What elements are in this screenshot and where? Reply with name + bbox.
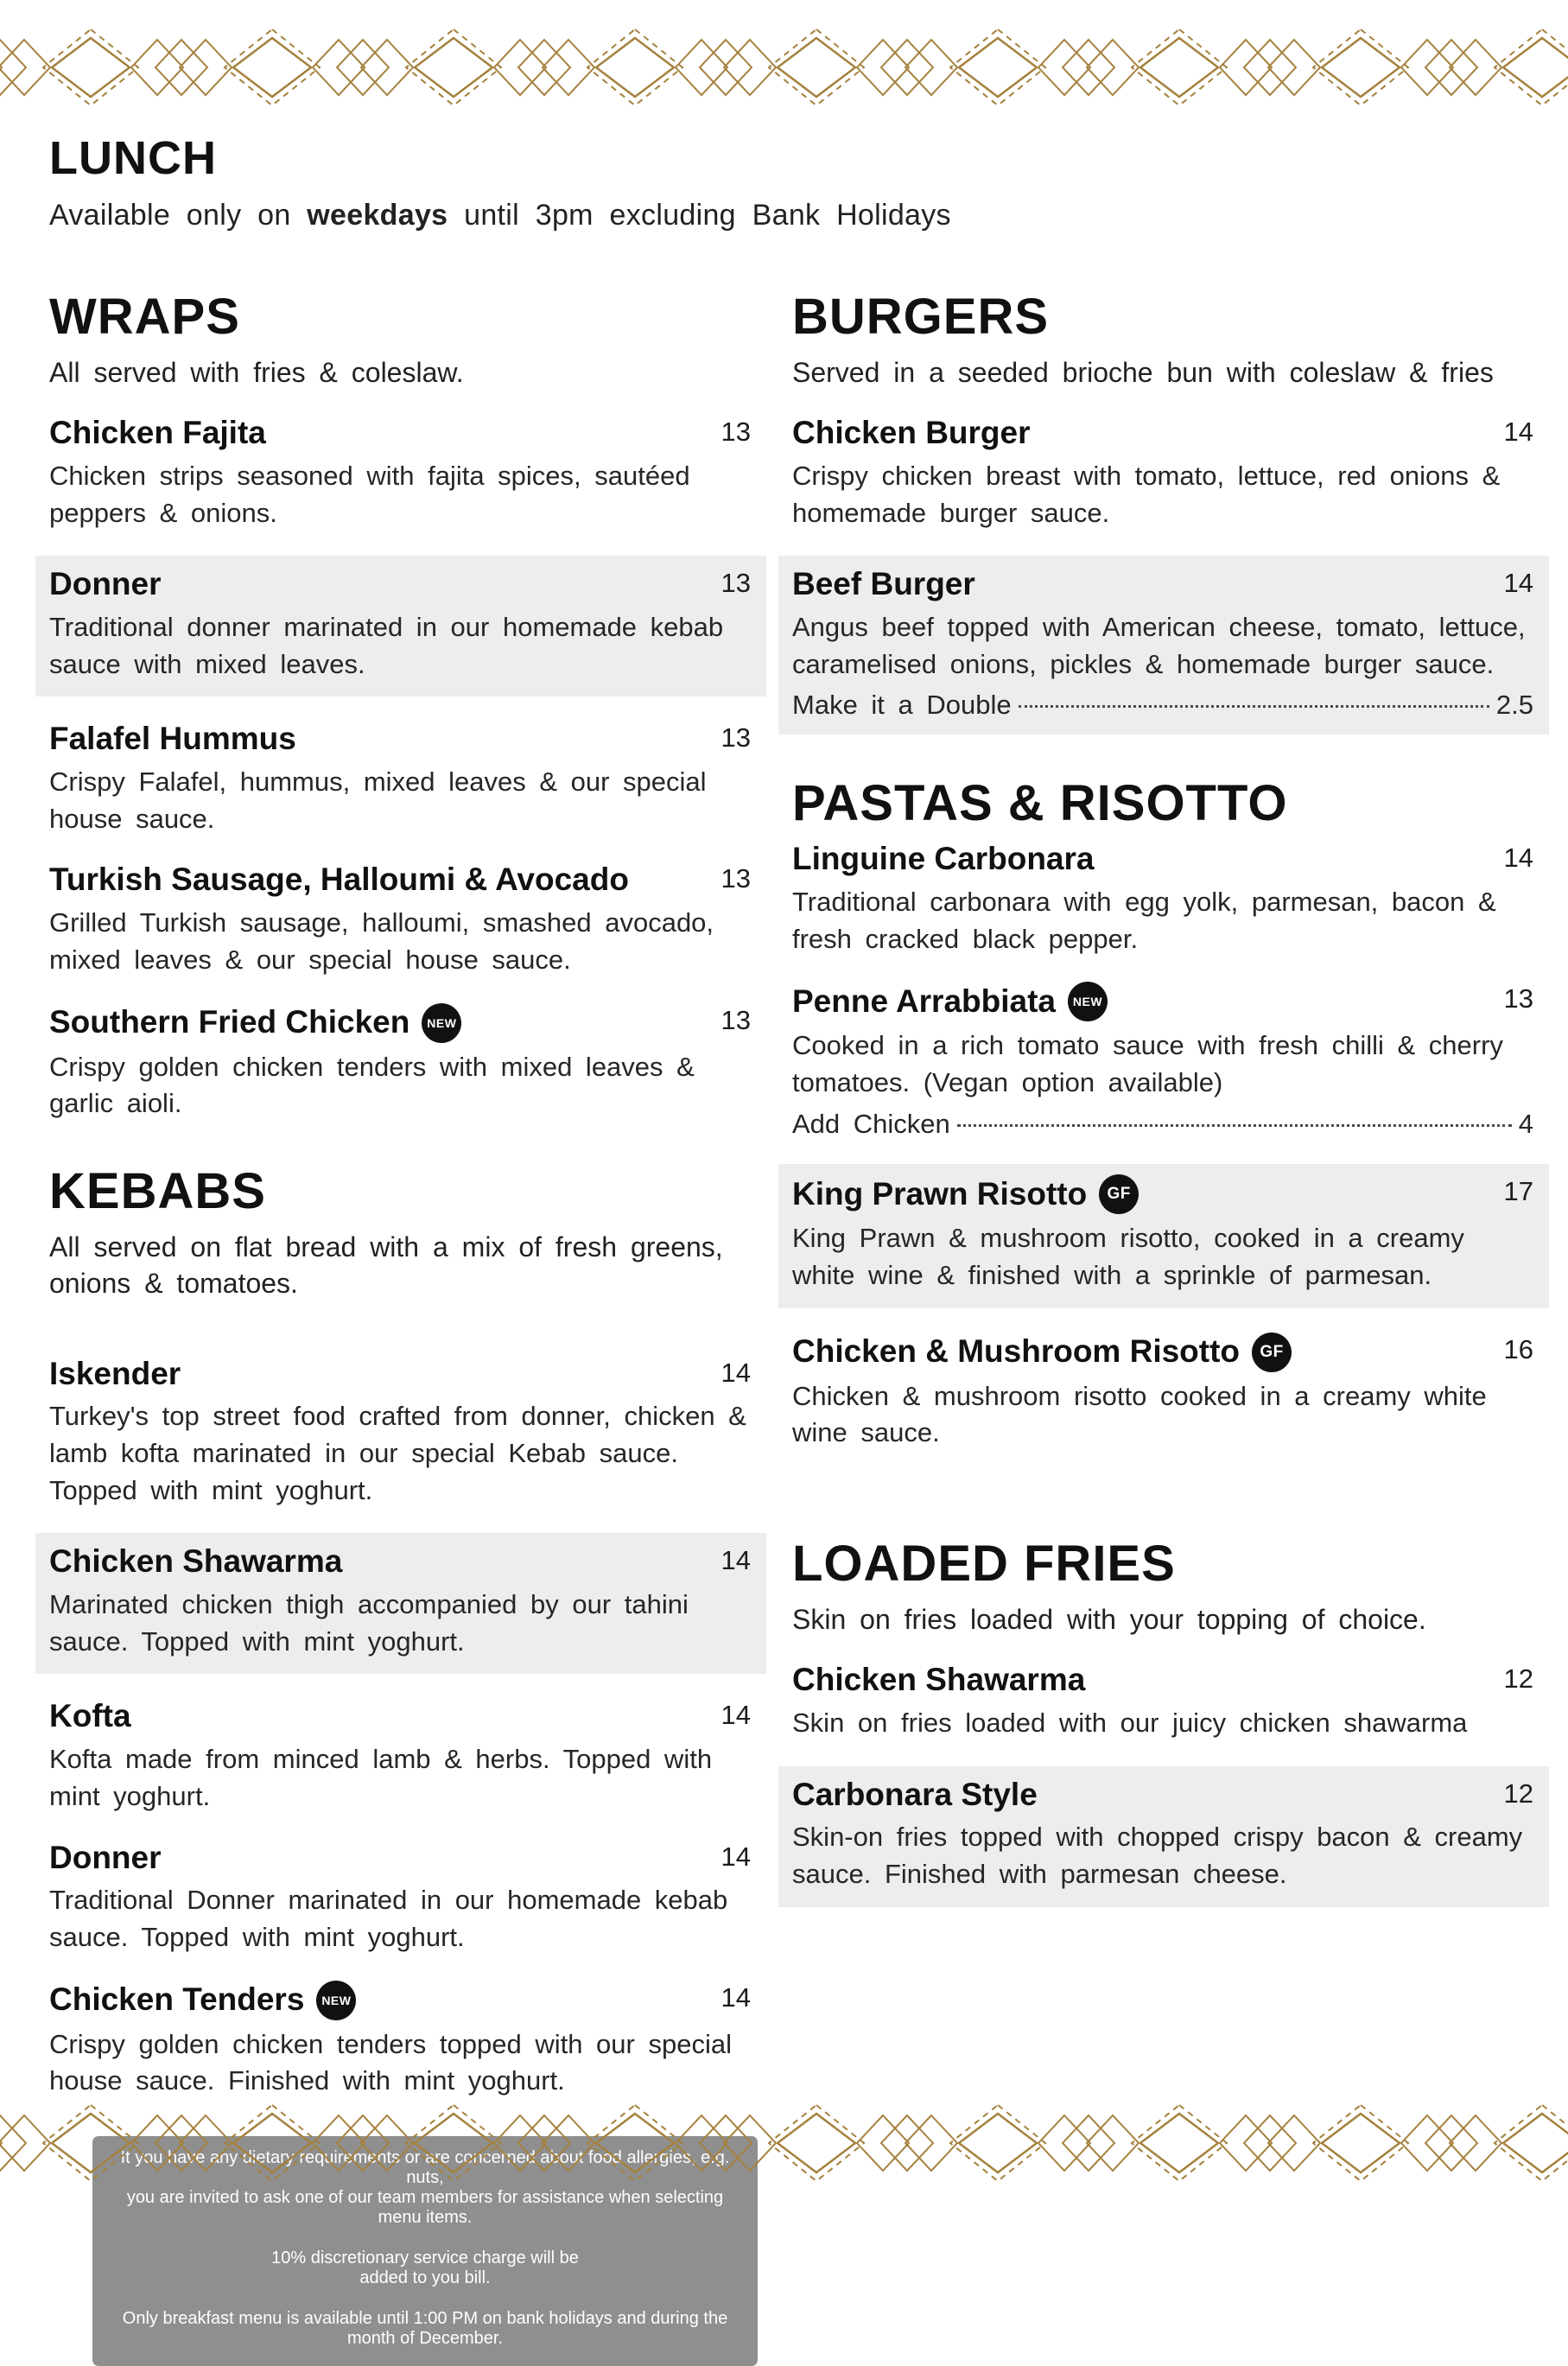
decorative-border-top xyxy=(0,26,1568,109)
new-badge: NEW xyxy=(422,1003,461,1043)
item-description: Crispy Falafel, hummus, mixed leaves & our special house sauce. xyxy=(49,766,707,834)
dotted-leader xyxy=(1019,705,1489,708)
new-badge: NEW xyxy=(1068,982,1108,1021)
item-price: 14 xyxy=(721,1841,751,1872)
notice-line: you are invited to ask one of our team members for assistance when selecting xyxy=(126,2188,724,2208)
menu-item-king-prawn-risotto xyxy=(778,1164,1549,1308)
item-name xyxy=(792,1777,1038,1814)
gluten-free-badge: GF xyxy=(1099,1174,1139,1214)
item-description: King Prawn & mushroom risotto, cooked in a creamy white wine & finished with a sprinkle of parmesan. xyxy=(792,1223,1464,1290)
item-price: 16 xyxy=(1503,1333,1533,1364)
item-description: Crispy golden chicken tenders topped with our special house sauce. Finished with mint yoghurt. xyxy=(49,2028,732,2096)
right-column xyxy=(792,288,1533,1931)
item-name xyxy=(792,1174,1139,1214)
section-heading-burgers: BURGERS xyxy=(792,289,1050,345)
section-loaded-fries xyxy=(792,1535,1533,1907)
section-burgers xyxy=(792,288,1533,735)
menu-item-penne-arrabbiata xyxy=(792,982,1533,1140)
item-price: 13 xyxy=(721,722,751,754)
item-name-text: Chicken Shawarma xyxy=(792,1662,1086,1698)
item-name-text: Southern Fried Chicken xyxy=(49,1004,410,1040)
item-name xyxy=(49,1840,162,1877)
item-name xyxy=(792,841,1094,878)
item-name-text: Chicken Fajita xyxy=(49,415,266,451)
item-description: Crispy chicken breast with tomato, lettuce, red onions & homemade burger sauce. xyxy=(792,460,1501,528)
item-name-text: Chicken Tenders xyxy=(49,1981,305,2018)
item-name-text: Chicken & Mushroom Risotto xyxy=(792,1333,1241,1370)
item-price: 14 xyxy=(721,1981,751,2013)
item-description: Grilled Turkish sausage, halloumi, smashed avocado, mixed leaves & our special house sauce. xyxy=(49,907,714,975)
availability-note-pre: Available only on xyxy=(49,199,308,232)
item-description: Chicken strips seasoned with fajita spices, sautéed peppers & onions. xyxy=(49,460,690,528)
section-note-burgers: Served in a seeded brioche bun with coleslaw & fries xyxy=(792,357,1494,388)
menu-item-chicken-shawarma-kebab xyxy=(35,1533,766,1674)
item-addon-chicken xyxy=(792,1109,1533,1140)
item-description: Turkey's top street food crafted from donner, chicken & lamb kofta marinated in our special Kebab sauce. Topped with mint yoghurt. xyxy=(49,1401,746,1505)
item-description: Traditional donner marinated in our homemade kebab sauce with mixed leaves. xyxy=(49,611,724,679)
item-name xyxy=(49,862,629,899)
item-description: Traditional Donner marinated in our homemade kebab sauce. Topped with mint yoghurt. xyxy=(49,1885,728,1952)
item-price: 14 xyxy=(721,1545,751,1576)
item-name-text: Falafel Hummus xyxy=(49,721,296,757)
section-kebabs xyxy=(49,1162,751,2100)
item-name-text: Chicken Shawarma xyxy=(49,1543,343,1580)
item-price: 17 xyxy=(1503,1176,1533,1206)
notice-line: month of December. xyxy=(346,2329,504,2349)
item-name xyxy=(49,1003,461,1043)
item-name-text: Turkish Sausage, Halloumi & Avocado xyxy=(49,862,629,898)
item-name xyxy=(792,1662,1085,1699)
addon-price: 4 xyxy=(1518,1109,1533,1139)
menu-item-southern-fried-chicken xyxy=(49,1003,751,1123)
item-price: 14 xyxy=(721,1357,751,1388)
item-name xyxy=(49,1356,181,1393)
menu-item-donner-wrap xyxy=(35,556,766,696)
item-name-text: Linguine Carbonara xyxy=(792,841,1095,877)
item-name xyxy=(49,415,266,452)
item-name-text: Kofta xyxy=(49,1698,131,1734)
menu-item-chicken-shawarma-fries xyxy=(792,1662,1533,1741)
availability-note-bold: weekdays xyxy=(307,199,448,232)
section-wraps xyxy=(49,288,751,1123)
new-badge: NEW xyxy=(316,1981,356,2020)
item-name xyxy=(49,1543,342,1581)
section-note-kebabs: All served on flat bread with a mix of fresh greens, onions & tomatoes. xyxy=(49,1231,723,1300)
availability-note-post: until 3pm excluding Bank Holidays xyxy=(448,199,951,232)
item-name xyxy=(49,1981,356,2020)
item-price: 14 xyxy=(721,1700,751,1731)
section-heading-wraps: WRAPS xyxy=(49,289,240,345)
item-name-text: Penne Arrabbiata xyxy=(792,983,1056,1020)
menu-item-beef-burger xyxy=(778,556,1549,735)
notice-line: added to you bill. xyxy=(359,2268,491,2288)
item-name-text: Donner xyxy=(49,566,162,602)
item-name xyxy=(792,415,1031,452)
menu-item-carbonara-style-fries xyxy=(778,1766,1549,1907)
item-price: 12 xyxy=(1503,1778,1533,1809)
addon-price: 2.5 xyxy=(1495,690,1533,721)
section-heading-kebabs: KEBABS xyxy=(49,1163,266,1220)
menu-item-chicken-fajita xyxy=(49,415,751,531)
menu-item-chicken-mushroom-risotto xyxy=(792,1332,1533,1453)
item-description: Traditional carbonara with egg yolk, parmesan, bacon & fresh cracked black pepper. xyxy=(792,886,1496,954)
item-name xyxy=(49,721,296,758)
section-pastas-risotto xyxy=(792,774,1533,1452)
menu-header xyxy=(49,131,1533,232)
item-price: 13 xyxy=(721,568,751,599)
lunch-menu-page xyxy=(0,26,1568,2349)
item-description: Kofta made from minced lamb & herbs. Topped with mint yoghurt. xyxy=(49,1744,713,1811)
item-description: Skin on fries loaded with our juicy chicken shawarma xyxy=(792,1707,1468,1738)
page-title: LUNCH xyxy=(49,132,217,184)
notice-line: 10% discretionary service charge will be xyxy=(271,2248,579,2268)
menu-item-chicken-burger xyxy=(792,415,1533,531)
menu-columns xyxy=(49,288,1533,2366)
item-name xyxy=(792,566,975,603)
menu-item-donner-kebab xyxy=(49,1840,751,1956)
item-name-text: Donner xyxy=(49,1839,162,1875)
item-description: Chicken & mushroom risotto cooked in a creamy white wine sauce. xyxy=(792,1380,1487,1448)
item-name-text: Chicken Burger xyxy=(792,415,1031,451)
item-price: 14 xyxy=(1503,417,1533,448)
item-price: 12 xyxy=(1503,1663,1533,1695)
item-name xyxy=(792,982,1108,1021)
notice-line: Only breakfast menu is available until 1:00 PM on bank holidays and during the xyxy=(122,2309,728,2329)
availability-note xyxy=(49,199,1533,232)
item-name-text: Iskender xyxy=(49,1355,181,1391)
addon-label: Add Chicken xyxy=(792,1109,950,1139)
menu-item-linguine-carbonara xyxy=(792,841,1533,957)
item-description: Crispy golden chicken tenders with mixed leaves & garlic aioli. xyxy=(49,1051,695,1119)
addon-label: Make it a Double xyxy=(792,690,1012,721)
item-name xyxy=(49,1698,131,1735)
item-price: 13 xyxy=(1503,983,1533,1014)
section-note-loaded-fries: Skin on fries loaded with your topping of choice. xyxy=(792,1604,1426,1636)
gluten-free-badge: GF xyxy=(1252,1332,1292,1372)
item-name-text: Carbonara Style xyxy=(792,1776,1038,1812)
item-price: 13 xyxy=(721,863,751,894)
left-column xyxy=(49,288,751,2366)
section-note-wraps: All served with fries & coleslaw. xyxy=(49,357,464,388)
item-description: Marinated chicken thigh accompanied by our tahini sauce. Topped with mint yoghurt. xyxy=(49,1588,689,1657)
item-description: Angus beef topped with American cheese, tomato, lettuce, caramelised onions, pickles & homemade burger sauce. xyxy=(792,611,1526,679)
decorative-border-bottom xyxy=(0,2102,1568,2185)
section-heading-loaded-fries: LOADED FRIES xyxy=(792,1536,1176,1593)
item-addon-double xyxy=(792,690,1533,721)
item-price: 13 xyxy=(721,417,751,448)
menu-item-turkish-sausage xyxy=(49,862,751,978)
item-price: 13 xyxy=(721,1004,751,1035)
item-name-text: King Prawn Risotto xyxy=(792,1175,1088,1212)
notice-line: menu items. xyxy=(378,2208,473,2228)
menu-item-iskender xyxy=(49,1356,751,1510)
dotted-leader xyxy=(957,1124,1512,1127)
menu-item-chicken-tenders xyxy=(49,1981,751,2101)
section-heading-pastas: PASTAS & RISOTTO xyxy=(792,775,1288,832)
menu-item-kofta xyxy=(49,1698,751,1815)
item-description: Cooked in a rich tomato sauce with fresh chilli & cherry tomatoes. (Vegan option available) xyxy=(792,1030,1503,1098)
item-name xyxy=(792,1332,1292,1372)
menu-item-falafel-hummus xyxy=(49,721,751,837)
item-price: 14 xyxy=(1503,843,1533,874)
item-description: Skin-on fries topped with chopped crispy bacon & creamy sauce. Finished with parmesan cheese. xyxy=(792,1822,1523,1889)
item-name-text: Beef Burger xyxy=(792,566,975,602)
item-name xyxy=(49,566,162,603)
item-price: 14 xyxy=(1503,568,1533,599)
